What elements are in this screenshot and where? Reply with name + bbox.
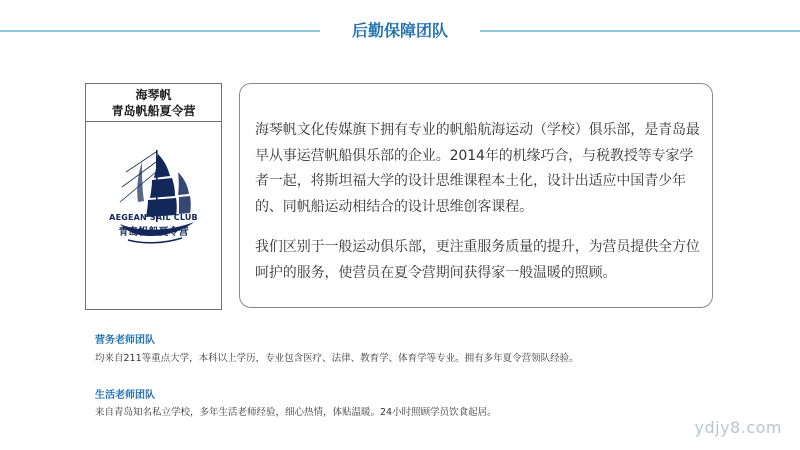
page-title: 后勤保障团队: [351, 21, 448, 40]
section-text-life-team: 来自青岛知名私立学校，多年生活老师经验，细心热情，体贴温暖。24小时照顾学员饮食起居。: [95, 407, 497, 418]
logo-chinese-name: 青岛帆船夏令营: [118, 227, 189, 238]
intro-paragraph-2: 我们区别于一般运动俱乐部，更注重服务质量的提升，为营员提供全方位呵护的服务，使营员在夏令营期间获得家一般温暖的照顾。: [255, 239, 700, 281]
intro-text-box: [239, 83, 713, 308]
header-line-right: [480, 30, 800, 32]
logo-card-title: [86, 84, 221, 119]
sail-logo-icon: [98, 132, 211, 292]
logo-card-title-line2: 青岛帆船夏令营: [111, 104, 196, 118]
logo-english-name: AEGEAN SAIL CLUB: [109, 213, 198, 222]
watermark: ydjy8.com: [694, 418, 782, 437]
logo-card: [85, 83, 222, 310]
section-title-affairs-team: 营务老师团队: [95, 335, 155, 346]
logo-card-divider: [86, 121, 221, 122]
logo-card-title-line1: 海琴帆: [135, 88, 172, 102]
header-line-left: [0, 30, 320, 32]
section-text-affairs-team: 均来自211等重点大学，本科以上学历，专业包含医疗、法律、教育学、体育学等专业。拥有多年夏令营领队经验。: [95, 353, 579, 364]
intro-paragraph-1: 海琴帆文化传媒旗下拥有专业的帆船航海运动（学校）俱乐部，是青岛最早从事运营帆船俱乐部的企业。2014年的机缘巧合，与税教授等专家学者一起，将斯坦福大学的设计思维课程本土化，设计出适应中国青少年的、同帆船运动相结合的设计思维创客课程。: [255, 122, 700, 215]
section-title-life-team: 生活老师团队: [95, 390, 155, 401]
